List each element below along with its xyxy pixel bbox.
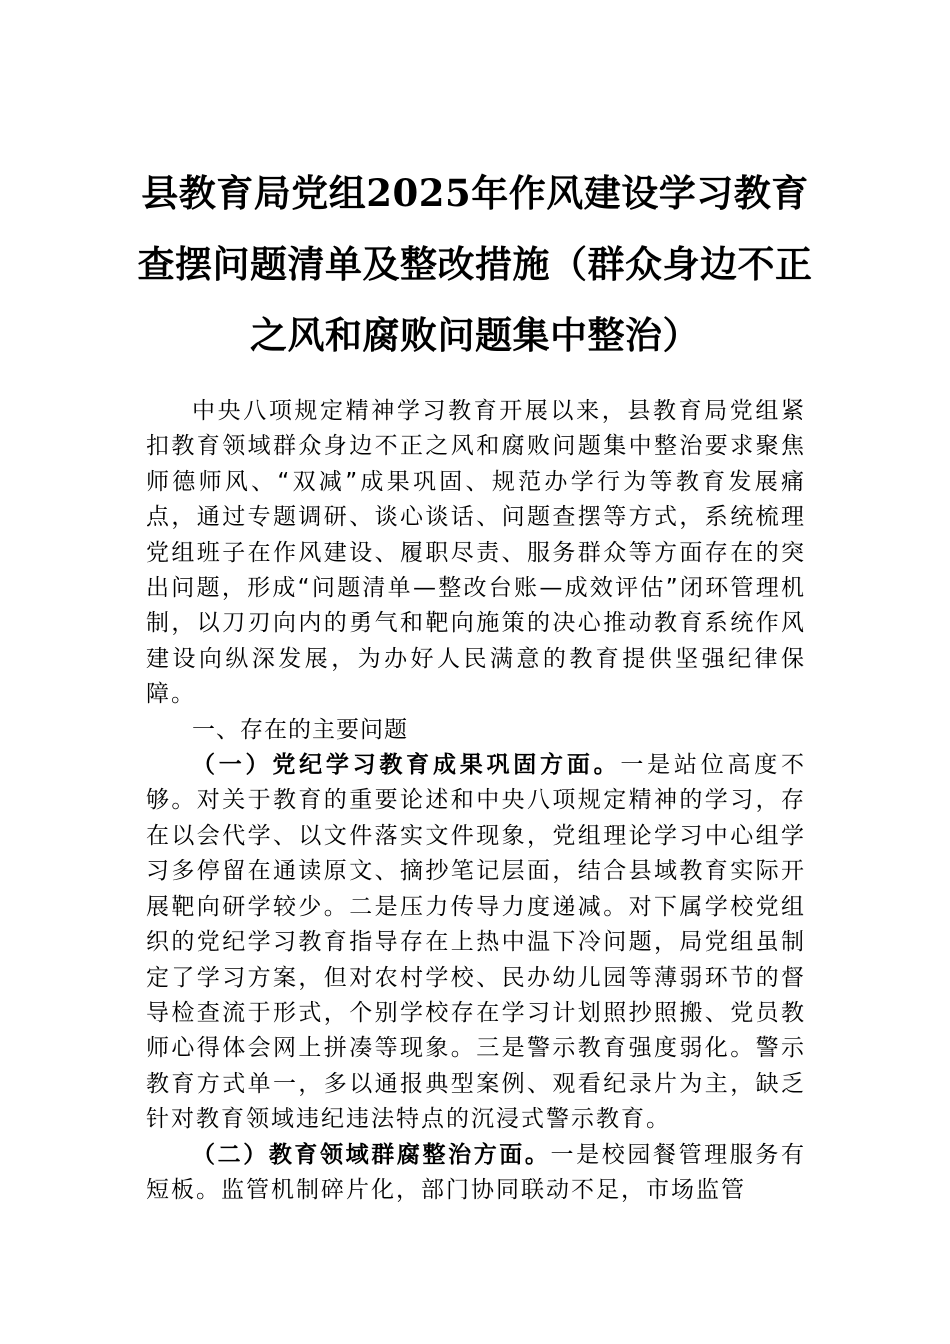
document-title: 县教育局党组2025年作风建设学习教育查摆问题清单及整改措施（群众身边不正之风和腐败问题集中整治） — [137, 171, 813, 357]
document-body — [146, 394, 806, 1208]
item-1-paragraph — [146, 748, 806, 1137]
section-heading: 一、存在的主要问题 — [192, 716, 408, 743]
item-2-paragraph — [146, 1138, 806, 1209]
item-2-text: 一是校园餐管理服务有短板。监管机制碎片化，部门协同联动不足，市场监管 — [146, 1141, 807, 1203]
item-2-lead: （二）教育领域群腐整治方面。 — [192, 1141, 551, 1168]
item-1-lead: （一）党纪学习教育成果巩固方面。 — [192, 752, 621, 779]
intro-paragraph: 中央八项规定精神学习教育开展以来，县教育局党组紧扣教育领域群众身边不正之风和腐败问题集中整治要求聚焦师德师风、“双减”成果巩固、规范办学行为等教育发展痛点，通过专题调研、谈心谈话、问题查摆等方式，系统梳理党组班子在作风建设、履职尽责、服务群众等方面存在的突出问题，形成“问题清单—整改台账—成效评估”闭环管理机制，以刀刃向内的勇气和靶向施策的决心推动教育系统作风建设向纵深发展，为办好人民满意的教育提供坚强纪律保障。 — [146, 398, 806, 708]
item-1-text: 一是站位高度不够。对关于教育的重要论述和中央八项规定精神的学习，存在以会代学、以文件落实文件现象，党组理论学习中心组学习多停留在通读原文、摘抄笔记层面，结合县域教育实际开展靶向研学较少。二是压力传导力度递减。对下属学校党组织的党纪学习教育指导存在上热中温下冷问题，局党组虽制定了学习方案，但对农村学校、民办幼儿园等薄弱环节的督导检查流于形式，个别学校存在学习计划照抄照搬、党员教师心得体会网上拼凑等现象。三是警示教育强度弱化。警示教育方式单一，多以通报典型案例、观看纪录片为主，缺乏针对教育领域违纪违法特点的沉浸式警示教育。 — [146, 752, 807, 1133]
